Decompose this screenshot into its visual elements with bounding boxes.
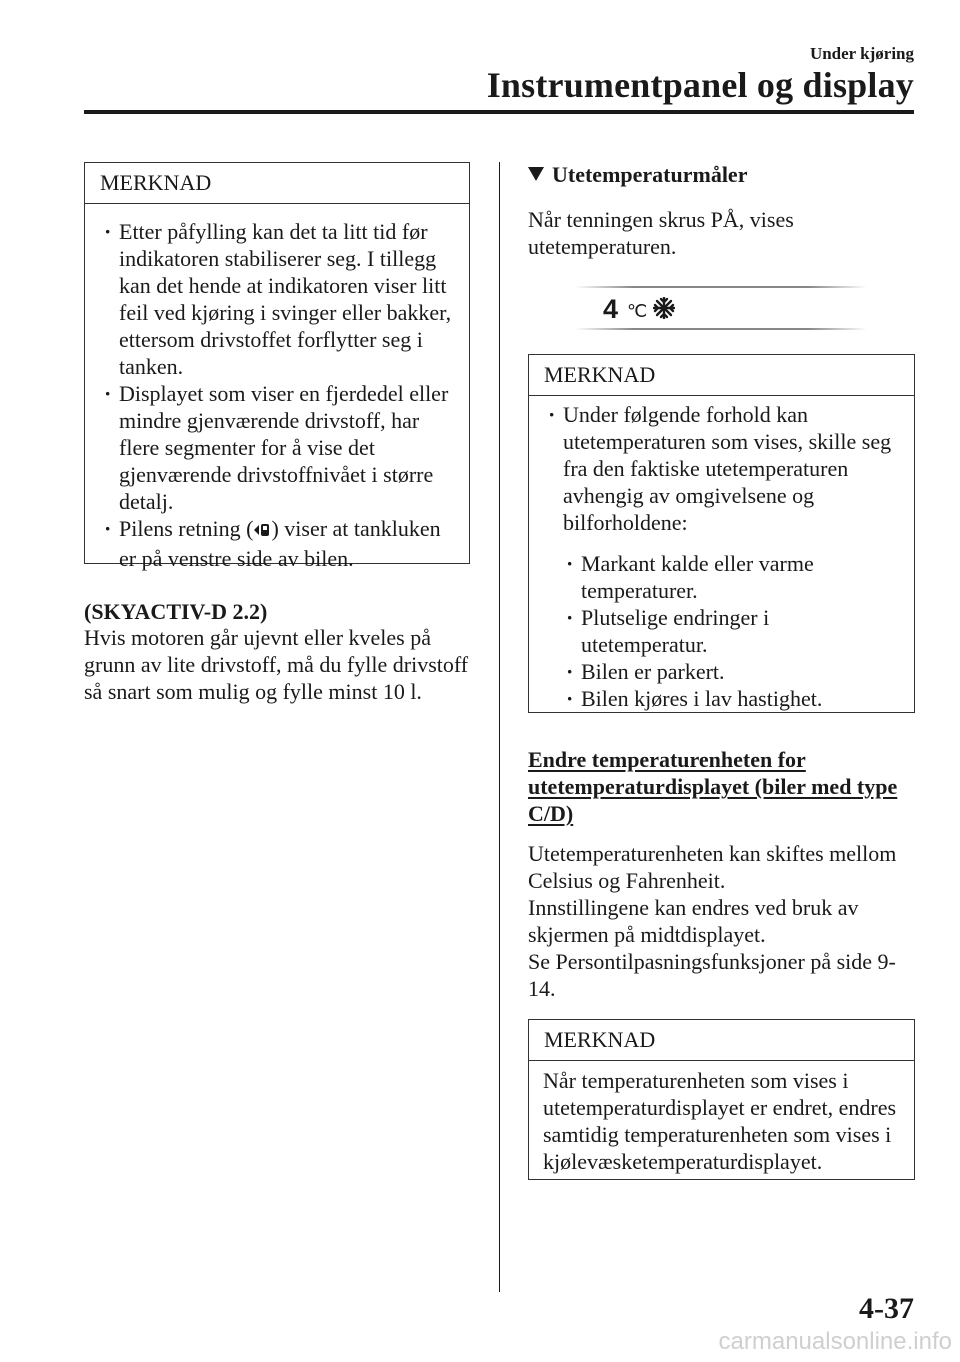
intro-paragraph: Når tenningen skrus PÅ, vises utetemperaturen. xyxy=(528,207,794,259)
note-sub-bullet: · Markant kalde eller varme temperaturer. xyxy=(543,550,900,604)
note-bullet: · Etter påfylling kan det ta litt tid før indikatoren stabiliserer seg. I tillegg kan det hende at indikatoren viser litt feil ved kjøring i svinger eller bakker, ettersom drivstoffet forflytter seg i tanken. xyxy=(99,218,455,380)
subheading xyxy=(528,746,918,827)
page-number: 4-37 xyxy=(859,1292,914,1325)
note-text: Når temperaturenheten som vises i utetemperaturdisplayet er endret, endres samtidig temperaturenheten som vises i kjølevæsketemperaturdisplayet. xyxy=(543,1068,897,1174)
temperature-unit: ℃ xyxy=(627,301,648,321)
note-title: MERKNAD xyxy=(529,1020,914,1061)
note-box-temperature xyxy=(528,354,915,713)
column-divider xyxy=(499,162,500,1292)
watermark: carmanualsonline.info xyxy=(718,1328,952,1355)
temperature-value: 4 xyxy=(603,294,619,324)
bullet-text-post: ) viser at tankluken er på venstre side av bilen. xyxy=(119,516,441,571)
subheading-line: C/D) xyxy=(528,801,574,826)
note-box-fuel xyxy=(84,162,470,571)
bullet-text-pre: Pilens retning ( xyxy=(119,516,254,541)
note-bullet: · Displayet som viser en fjerdedel eller mindre gjenværende drivstoff, har flere segmenter for å vise det gjenværende drivstoffnivået i større detalj. xyxy=(99,380,455,515)
fuel-door-arrow-icon xyxy=(253,518,271,545)
page-title: Instrumentpanel og display xyxy=(486,65,914,105)
section-triangle-icon xyxy=(528,167,544,181)
snowflake-icon xyxy=(653,297,675,324)
note-sub-bullet: · Bilen er parkert. xyxy=(543,658,900,685)
subheading-line: utetemperaturdisplayet (biler med type xyxy=(528,774,898,799)
body-paragraph: Utetemperaturenheten kan skiftes mellom Celsius og Fahrenheit. xyxy=(528,841,897,893)
note-bullet: · Under følgende forhold kan utetemperaturen som vises, skille seg fra den faktiske utetemperaturen avhengig av omgivelsene og bilforholdene: xyxy=(543,401,900,536)
note-sub-bullet: · Plutselige endringer i utetemperatur. xyxy=(543,604,900,658)
skyactiv-heading: (SKYACTIV-D 2.2) xyxy=(84,599,268,624)
note-box-unit-change xyxy=(528,1019,915,1180)
chapter-label: Under kjøring xyxy=(809,44,914,63)
note-sub-bullet: · Bilen kjøres i lav hastighet. xyxy=(543,685,900,712)
header-rule xyxy=(84,110,914,114)
body-paragraph: Innstillingene kan endres ved bruk av skjermen på midtdisplayet. xyxy=(528,895,859,947)
note-title: MERKNAD xyxy=(85,163,469,204)
skyactiv-paragraph: Hvis motoren går ujevnt eller kveles på grunn av lite drivstoff, må du fylle drivstoff så snart som mulig og fylle minst 10 l. xyxy=(84,625,469,704)
cross-reference: Se Persontilpasningsfunksjoner på side 9-14. xyxy=(528,949,896,1001)
note-bullet xyxy=(99,515,455,572)
outside-temperature-display xyxy=(575,286,867,330)
note-title: MERKNAD xyxy=(529,355,914,396)
subheading-line: Endre temperaturenheten for xyxy=(528,747,806,772)
section-heading xyxy=(528,162,747,188)
section-title: Utetemperaturmåler xyxy=(552,162,748,187)
